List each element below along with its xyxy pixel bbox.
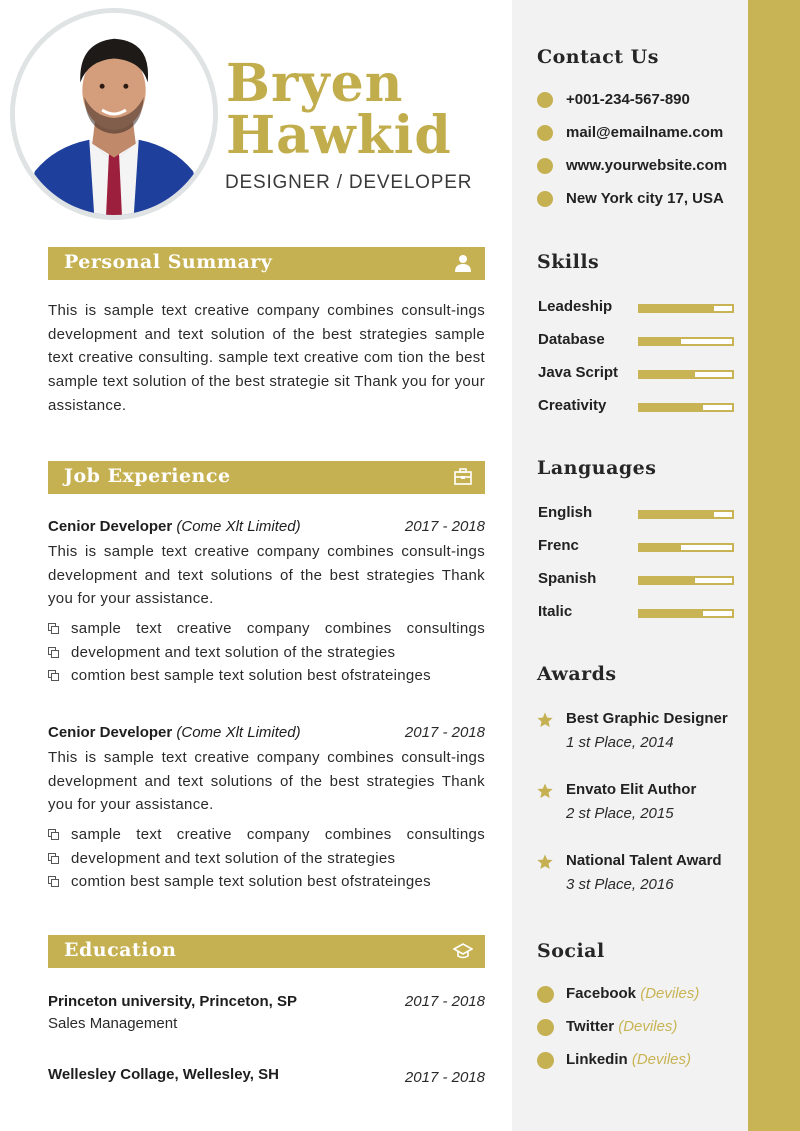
language-meter bbox=[638, 510, 734, 519]
social-heading: Social bbox=[537, 940, 605, 962]
job-description: This is sample text creative company combines consult-ings development and text solutions of the best strategies Thank you for your assistance. bbox=[48, 749, 485, 814]
job-bullet: comtion best sample text solution best ofstrateinges bbox=[48, 870, 485, 894]
skills-heading: Skills bbox=[537, 251, 600, 273]
education-degree: Sales Management bbox=[48, 1015, 178, 1032]
skill-meter bbox=[638, 337, 734, 346]
language-meter bbox=[638, 609, 734, 618]
skill-label: Database bbox=[538, 331, 605, 348]
twitter-icon bbox=[537, 1052, 554, 1069]
education-item bbox=[48, 1066, 485, 1086]
language-meter-fill bbox=[640, 512, 714, 517]
job-bullet-list bbox=[48, 617, 485, 688]
language-meter-fill bbox=[640, 545, 681, 550]
skill-meter-fill bbox=[640, 372, 695, 377]
awards-heading: Awards bbox=[537, 663, 617, 685]
job-description: This is sample text creative company combines consult-ings development and text solutions of the best strategies Thank you for your assistance. bbox=[48, 543, 485, 608]
education-years: 2017 - 2018 bbox=[404, 993, 485, 1010]
bullet-icon bbox=[48, 647, 59, 658]
experience-section-bar bbox=[48, 461, 485, 494]
bullet-icon bbox=[48, 876, 59, 887]
job-title: DESIGNER / DEVELOPER bbox=[225, 172, 473, 193]
job-bullet: comtion best sample text solution best ofstrateinges bbox=[48, 664, 485, 688]
job-bullet: development and text solution of the strategies bbox=[48, 641, 485, 665]
bullet-icon bbox=[48, 853, 59, 864]
award-place: 1 st Place, 2014 bbox=[566, 734, 674, 751]
last-name: Hawkid bbox=[226, 105, 452, 166]
skill-label: Creativity bbox=[538, 397, 607, 414]
language-meter-fill bbox=[640, 611, 703, 616]
skill-meter bbox=[638, 403, 734, 412]
summary-section-bar bbox=[48, 247, 485, 280]
star-icon bbox=[537, 712, 553, 728]
job-company: (Come Xlt Limited) bbox=[176, 518, 301, 535]
award-title: Envato Elit Author bbox=[566, 781, 697, 798]
skill-label: Java Script bbox=[538, 364, 619, 381]
job-bullet: development and text solution of the strategies bbox=[48, 847, 485, 871]
languages-heading: Languages bbox=[537, 457, 657, 479]
phone-icon bbox=[537, 92, 553, 108]
job-company: (Come Xlt Limited) bbox=[176, 724, 301, 741]
job-bullet: sample text creative company combines consultings bbox=[48, 617, 485, 641]
award-title: Best Graphic Designer bbox=[566, 710, 728, 727]
education-years: 2017 - 2018 bbox=[404, 1069, 485, 1086]
job-years: 2017 - 2018 bbox=[404, 724, 485, 741]
education-section-bar bbox=[48, 935, 485, 968]
star-icon bbox=[537, 854, 553, 870]
briefcase-icon bbox=[453, 467, 473, 487]
facebook-icon bbox=[537, 986, 554, 1003]
experience-heading: Job Experience bbox=[64, 465, 231, 487]
education-item bbox=[48, 993, 485, 1032]
mouse-icon bbox=[537, 158, 553, 174]
skill-meter bbox=[638, 370, 734, 379]
summary-text: This is sample text creative company combines consult-ings development and text solution of the best strategies sample text creative consulting. sample text creative com tion the best sample text solution of the best strategie sit Thank you for your assistance. bbox=[48, 302, 485, 414]
job-role: Cenior Developer bbox=[48, 518, 173, 535]
bullet-icon bbox=[48, 623, 59, 634]
school-name: Wellesley Collage, Wellesley, SH bbox=[48, 1066, 279, 1083]
language-meter-fill bbox=[640, 578, 695, 583]
language-label: Italic bbox=[538, 603, 573, 620]
location-pin-icon bbox=[537, 191, 553, 207]
envelope-icon bbox=[537, 125, 553, 141]
summary-heading: Personal Summary bbox=[64, 251, 273, 273]
job-years: 2017 - 2018 bbox=[404, 518, 485, 535]
job-header bbox=[48, 724, 485, 741]
award-place: 3 st Place, 2016 bbox=[566, 876, 674, 893]
award-title: National Talent Award bbox=[566, 852, 722, 869]
job-header bbox=[48, 518, 485, 535]
skill-meter-fill bbox=[640, 339, 681, 344]
skill-label: Leadeship bbox=[538, 298, 613, 315]
skill-meter bbox=[638, 304, 734, 313]
language-label: Spanish bbox=[538, 570, 597, 587]
linkedin-icon bbox=[537, 1019, 554, 1036]
skill-meter-fill bbox=[640, 306, 714, 311]
job-bullet: sample text creative company combines consultings bbox=[48, 823, 485, 847]
bullet-icon bbox=[48, 829, 59, 840]
star-icon bbox=[537, 783, 553, 799]
skill-meter-fill bbox=[640, 405, 703, 410]
award-place: 2 st Place, 2015 bbox=[566, 805, 674, 822]
language-label: English bbox=[538, 504, 593, 521]
bullet-icon bbox=[48, 670, 59, 681]
language-label: Frenc bbox=[538, 537, 579, 554]
language-meter bbox=[638, 576, 734, 585]
accent-strip bbox=[748, 0, 800, 1131]
first-name: Bryen bbox=[226, 53, 404, 114]
job-role: Cenior Developer bbox=[48, 724, 173, 741]
job-bullet-list bbox=[48, 823, 485, 894]
contact-heading: Contact Us bbox=[537, 46, 659, 68]
profile-photo bbox=[10, 8, 218, 220]
language-meter bbox=[638, 543, 734, 552]
graduation-cap-icon bbox=[453, 941, 473, 961]
school-name: Princeton university, Princeton, SP bbox=[48, 993, 297, 1010]
user-icon bbox=[453, 253, 473, 273]
education-heading: Education bbox=[64, 939, 177, 961]
